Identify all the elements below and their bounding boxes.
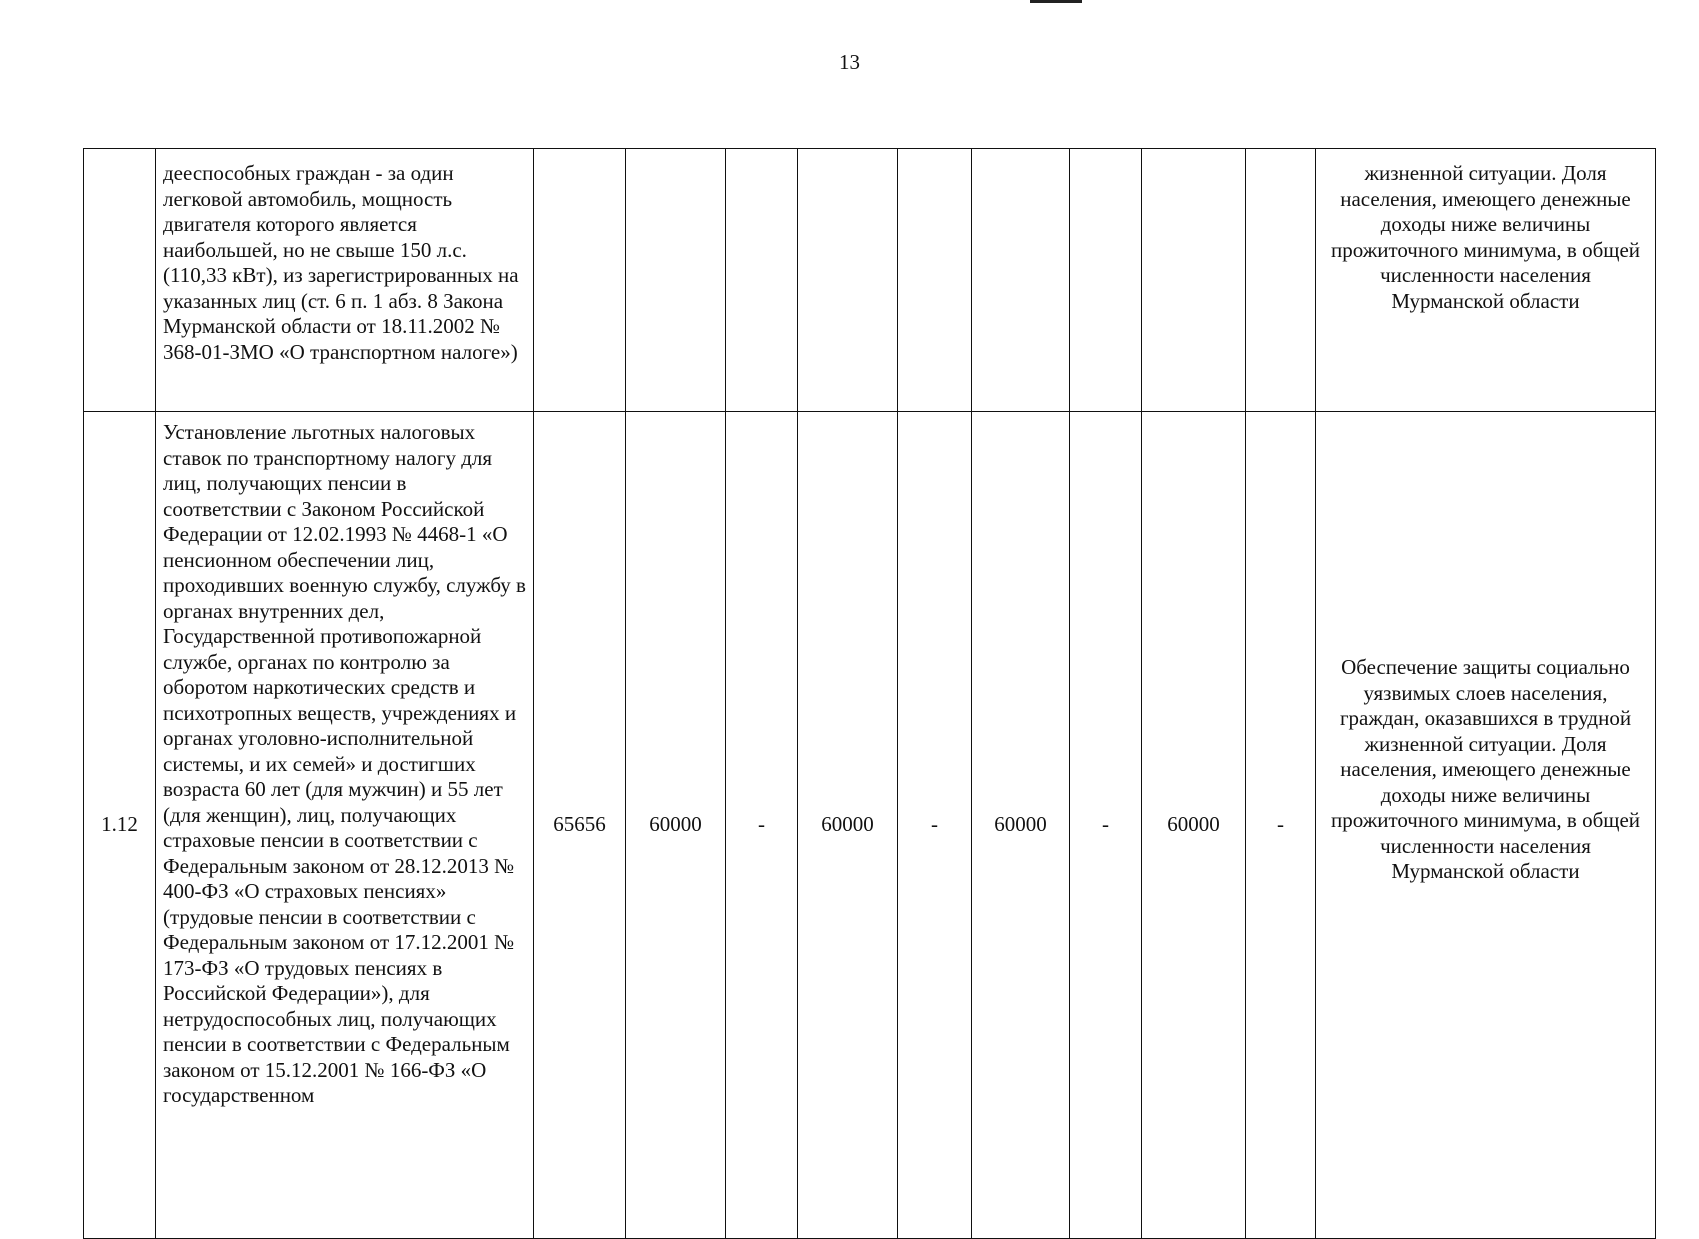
measures-table [83,148,1656,1239]
row-number: 1.12 [84,412,156,1239]
value-cell: 60000 [798,412,898,1239]
scan-mark [1030,0,1082,3]
measure-description: дееспособных граждан - за один легковой автомобиль, мощность двигателя которого является наибольшей, но не свыше 150 л.с. (110,33 кВт), из зарегистрированных на указанных лиц (ст. 6 п. 1 абз. 8 Закона Мурманской области от 18.11.2002 № 368-01-ЗМО «О транспортном налоге») [156,149,534,412]
value-cell [898,149,972,412]
value-cell: - [726,412,798,1239]
row-number [84,149,156,412]
value-cell [726,149,798,412]
value-cell [1142,149,1246,412]
value-cell: - [1246,412,1316,1239]
value-cell: - [898,412,972,1239]
value-cell: 65656 [534,412,626,1239]
value-cell [798,149,898,412]
value-cell: 60000 [1142,412,1246,1239]
value-cell: 60000 [626,412,726,1239]
expected-result: Обеспечение защиты социально уязвимых слоев населения, граждан, оказавшихся в трудной жизненной ситуации. Доля населения, имеющего денежные доходы ниже величины прожиточного минимума, в общей численности населения Мурманской области [1316,412,1656,1239]
page-number: 13 [839,50,860,74]
value-cell [972,149,1070,412]
value-cell [1070,149,1142,412]
table-row [84,149,1656,412]
value-cell [1246,149,1316,412]
table-row [84,412,1656,1239]
value-cell: 60000 [972,412,1070,1239]
value-cell: - [1070,412,1142,1239]
value-cell [534,149,626,412]
expected-result: жизненной ситуации. Доля населения, имеющего денежные доходы ниже величины прожиточного минимума, в общей численности населения Мурманской области [1316,149,1656,412]
measure-description: Установление льготных налоговых ставок по транспортному налогу для лиц, получающих пенсии в соответствии с Законом Российской Федерации от 12.02.1993 № 4468-1 «О пенсионном обеспечении лиц, проходивших военную службу, службу в органах внутренних дел, Государственной противопожарной службе, органах по контролю за оборотом наркотических средств и психотропных веществ, учреждениях и органах уголовно-исполнительной системы, и их семей» и достигших возраста 60 лет (для мужчин) и 55 лет (для женщин), лиц, получающих страховые пенсии в соответствии с Федеральным законом от 28.12.2013 № 400-ФЗ «О страховых пенсиях» (трудовые пенсии в соответствии с Федеральным законом от 17.12.2001 № 173-ФЗ «О трудовых пенсиях в Российской Федерации»), для нетрудоспособных лиц, получающих пенсии в соответствии с Федеральным законом от 15.12.2001 № 166-ФЗ «О государственном [156,412,534,1239]
value-cell [626,149,726,412]
